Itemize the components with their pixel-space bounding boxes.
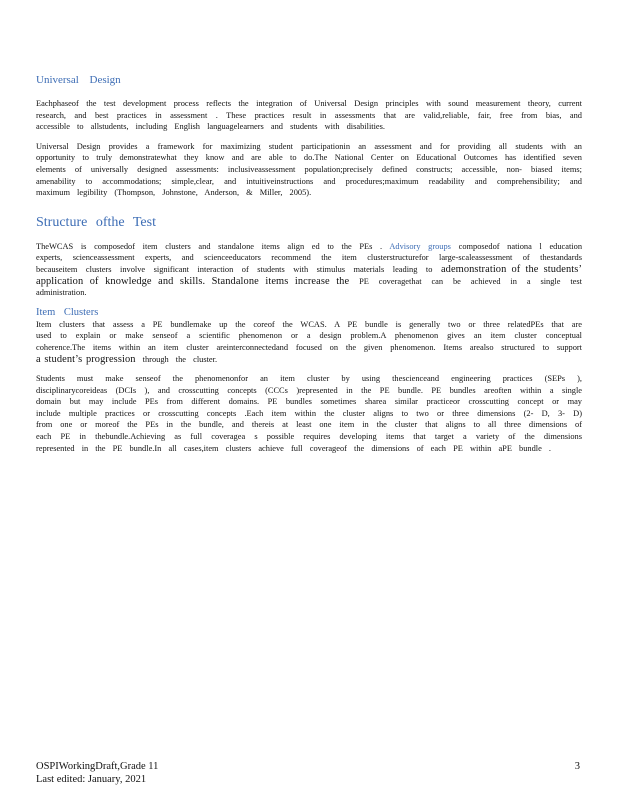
universal-design-paragraph-1: Eachphaseof the test development process reflects the integration of Universal Design principles with sound measurement theory, current research, and best practices in assessment . These practices result in assessments that are valid,reliable, fair, free from bias, and accessible to allstudents, including English languagelearners and students with disabilities.	[36, 99, 582, 132]
universal-design-paragraph-2: Universal Design provides a framework for maximizing student participationin an assessment and for providing all students with an opportunity to truly demonstratewhat they know and are able to do.The National Center on Educational Outcomes has identified seven elements of universally designed assessments: inclusiveassessment population;precisely defined constructs; accessible, non- biased items; amenability to accommodations; simple,clear, and intuitiveinstructions and procedures;maximum readability and comprehensibility; and maximum legibility (Thompson, Johnstone, Anderson, & Miller, 2005).	[36, 141, 582, 198]
structure-text-end: PE coveragethat can be achieved in a single test administration.	[36, 276, 582, 298]
item-clusters-heading: Item Clusters	[36, 306, 99, 318]
page-footer	[36, 760, 580, 786]
item-clusters-text-emphasis: a student’s progression	[36, 353, 136, 365]
item-clusters-text-end: through the cluster.	[142, 354, 218, 364]
item-clusters-paragraph-1	[36, 319, 582, 365]
structure-paragraph	[36, 241, 582, 299]
item-clusters-text: Item clusters that assess a PE bundlemake up the coreof the WCAS. A PE bundle is generally two or three relatedPEs that are used to explain or make senseof a scientific phenomenon or a design problem.A phenomenon gives an item cluster conceptual coherence.The items within an item cluster areinterconnectedand focused on the given phenomenon. Items arealso structured to support	[36, 319, 582, 352]
footer-draft-label: OSPIWorkingDraft,Grade 11	[36, 761, 159, 772]
footer-last-edited: Last edited: January, 2021	[36, 774, 147, 785]
advisory-groups-link[interactable]: Advisory groups	[389, 241, 451, 251]
structure-heading: Structure ofthe Test	[36, 214, 156, 230]
structure-text-mid: composedof nationa l education experts, scienceassessment experts, and scienceeducators recommend the item clusterstructurefor large-scaleassessment of thestandards becauseitem clusters involve significant interaction of students with stimulus materials leading to	[36, 241, 583, 274]
structure-text-start: TheWCAS is composedof item clusters and standalone items align ed to the PEs .	[36, 241, 383, 251]
structure-text-emphasis: ademonstration of the students’ application of knowledge and skills. Standalone items increase the	[36, 263, 583, 287]
item-clusters-paragraph-2: Students must make senseof the phenomenonfor an item cluster by using thescienceand engineering practices (SEPs ), disciplinarycoreideas (DCIs ), and crosscutting concepts (CCCs )represented in the PE bundle. PE bundles areoften within a single domain but may include PEs from different domains. PE bundles sometimes sharea similar practiceor crosscutting concept or may include multiple practices or crosscutting concepts .Each item within the cluster aligns to two or three dimensions (2- D, 3- D) from one or moreof the PEs in the bundle, and thereis at least one item in the cluster that aligns to all three dimensions of each PE in thebundle.Achieving as full coveragea s possible requires developing items that target a variety of the dimensions represented in the PE bundle.In all cases,item clusters achieve full coverageof the dimensions of each PE within aPE bundle .	[36, 374, 582, 453]
document-page	[36, 74, 582, 462]
universal-design-heading: Universal Design	[36, 74, 121, 86]
page-number: 3	[574, 761, 580, 772]
